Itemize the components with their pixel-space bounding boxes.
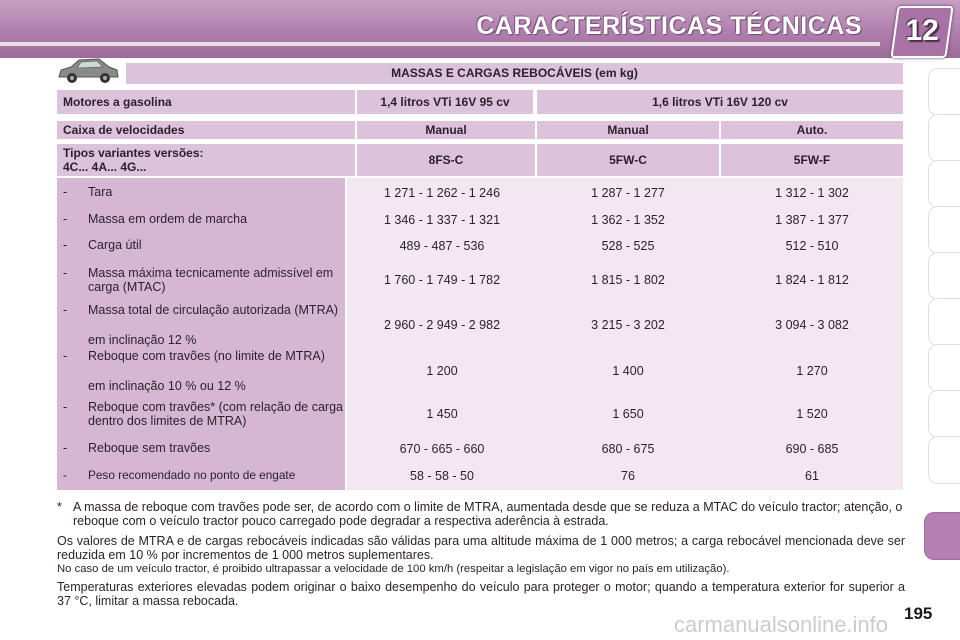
- gearbox-col3: Auto.: [721, 121, 903, 139]
- side-tab[interactable]: [928, 206, 960, 254]
- row-label: Reboque sem travões: [88, 441, 211, 455]
- side-tab[interactable]: [928, 160, 960, 208]
- header-band: [0, 0, 960, 58]
- row-value-col3: 690 - 685: [785, 442, 839, 456]
- engine-col23: 1,6 litros VTi 16V 120 cv: [537, 90, 903, 114]
- side-tab[interactable]: [928, 68, 960, 116]
- row-dash: -: [63, 212, 68, 226]
- row-value-col1: 670 - 665 - 660: [399, 442, 485, 456]
- row-value-col3: 3 094 - 3 082: [775, 318, 849, 332]
- header-stripe: [0, 42, 880, 46]
- variants-label-line1: Tipos variantes versões:: [63, 146, 204, 160]
- table-row: [57, 238, 903, 254]
- row-dash: -: [63, 238, 68, 252]
- row-value-col2: 528 - 525: [601, 239, 655, 253]
- side-tab[interactable]: [928, 344, 960, 392]
- row-value-col1: 1 200: [426, 364, 458, 378]
- page-number: 195: [904, 604, 933, 623]
- car-icon: [55, 56, 121, 86]
- row-label: Carga útil: [88, 238, 142, 252]
- row-value-col1: 2 960 - 2 949 - 2 982: [383, 318, 501, 332]
- paragraph-temperature: Temperaturas exteriores elevadas podem originar o baixo desempenho do veículo para proteger o motor; quando a temperatura exterior for superior a 37 °C, limitar a massa rebocada.: [57, 580, 905, 608]
- row-label: Massa total de circulação autorizada (MTRA): [88, 303, 339, 317]
- row-value-col1: 1 450: [426, 407, 458, 421]
- row-label: Peso recomendado no ponto de engate: [88, 468, 296, 482]
- variants-col1: 8FS-C: [357, 144, 535, 176]
- row-value-col3: 1 270: [796, 364, 828, 378]
- row-value-col3: 1 520: [796, 407, 828, 421]
- side-tab[interactable]: [928, 436, 960, 484]
- row-value-col2: 1 400: [612, 364, 644, 378]
- row-dash: -: [63, 266, 68, 280]
- row-sublabel: em inclinação 12 %: [88, 333, 197, 347]
- row-value-col2: 1 815 - 1 802: [591, 273, 665, 287]
- row-label: Reboque com travões (no limite de MTRA): [88, 349, 325, 363]
- row-label: Massa máxima tecnicamente admissível em carga (MTAC): [88, 266, 334, 294]
- row-dash: -: [63, 441, 68, 455]
- variants-label: [57, 144, 355, 176]
- row-label: Tara: [88, 185, 113, 199]
- row-dash: -: [63, 185, 68, 199]
- row-value-col2: 1 362 - 1 352: [591, 213, 665, 227]
- row-label: Reboque com travões* (com relação de carga dentro dos limites de MTRA): [88, 400, 343, 428]
- engine-row: [57, 90, 903, 114]
- row-dash: -: [63, 400, 68, 414]
- row-value-col3: 1 824 - 1 812: [775, 273, 849, 287]
- paragraph-speed: No caso de um veículo tractor, é proibido ultrapassar a velocidade de 100 km/h (respeitar a legislação em vigor no país em utilização).: [57, 563, 730, 575]
- side-tabs: [928, 68, 960, 568]
- table-row: [57, 468, 903, 484]
- page-title: CARACTERÍSTICAS TÉCNICAS: [476, 12, 862, 40]
- row-dash: -: [63, 468, 67, 482]
- row-sublabel: em inclinação 10 % ou 12 %: [88, 379, 246, 393]
- side-tab[interactable]: [928, 390, 960, 438]
- variants-label-line2: 4C... 4A... 4G...: [63, 160, 147, 174]
- gearbox-row: [57, 121, 903, 139]
- table-row: [57, 185, 903, 201]
- gearbox-label: Caixa de velocidades: [57, 121, 355, 139]
- row-value-col2: 3 215 - 3 202: [591, 318, 665, 332]
- paragraph-altitude: Os valores de MTRA e de cargas rebocáveis indicadas são válidas para uma altitude máxima de 1 000 metros; a carga rebocável mencionada deve ser reduzida em 10 % por incrementos de 1 000 metros suplementares.: [57, 534, 905, 562]
- variants-row: [57, 144, 903, 176]
- table-row: [57, 400, 903, 428]
- gearbox-col2: Manual: [537, 121, 719, 139]
- variants-col3: 5FW-F: [721, 144, 903, 176]
- row-value-col2: 1 287 - 1 277: [591, 186, 665, 200]
- side-tab[interactable]: [928, 298, 960, 346]
- footnote-marker: *: [57, 500, 62, 514]
- table-row: [57, 303, 903, 347]
- side-tab[interactable]: [928, 114, 960, 162]
- row-value-col1: 1 760 - 1 749 - 1 782: [383, 273, 501, 287]
- row-value-col2: 1 650: [612, 407, 644, 421]
- row-label: Massa em ordem de marcha: [88, 212, 248, 226]
- row-dash: -: [63, 349, 68, 363]
- chapter-number: 12: [905, 14, 939, 47]
- row-value-col1: 1 271 - 1 262 - 1 246: [383, 186, 501, 200]
- row-value-col3: 61: [805, 469, 819, 483]
- footnote-text: A massa de reboque com travões pode ser, de acordo com o limite de MTRA, aumentada desde que se reduza a MTAC do veículo tractor; atenção, o reboque com o veículo tractor pouco carregado pode degradar a respectiva aderência à estrada.: [73, 500, 903, 528]
- side-tab[interactable]: [928, 252, 960, 300]
- table-title: MASSAS E CARGAS REBOCÁVEIS (em kg): [126, 63, 903, 84]
- variants-col2: 5FW-C: [537, 144, 719, 176]
- row-value-col2: 76: [621, 469, 635, 483]
- row-value-col2: 680 - 675: [601, 442, 655, 456]
- watermark: carmanualsonline.info: [674, 612, 889, 637]
- table-row: [57, 212, 903, 228]
- row-value-col1: 58 - 58 - 50: [410, 469, 474, 483]
- row-value-col3: 1 387 - 1 377: [775, 213, 849, 227]
- gearbox-col1: Manual: [357, 121, 535, 139]
- row-value-col1: 489 - 487 - 536: [399, 239, 485, 253]
- row-value-col3: 512 - 510: [785, 239, 839, 253]
- engine-label: Motores a gasolina: [57, 90, 355, 114]
- chapter-badge: [890, 6, 953, 58]
- row-value-col1: 1 346 - 1 337 - 1 321: [383, 213, 501, 227]
- side-tab-active[interactable]: [924, 512, 960, 560]
- table-row: [57, 441, 903, 457]
- table-row: [57, 266, 903, 294]
- engine-col1: 1,4 litros VTi 16V 95 cv: [357, 90, 533, 114]
- row-dash: -: [63, 303, 68, 317]
- table-row: [57, 349, 903, 393]
- row-value-col3: 1 312 - 1 302: [775, 186, 849, 200]
